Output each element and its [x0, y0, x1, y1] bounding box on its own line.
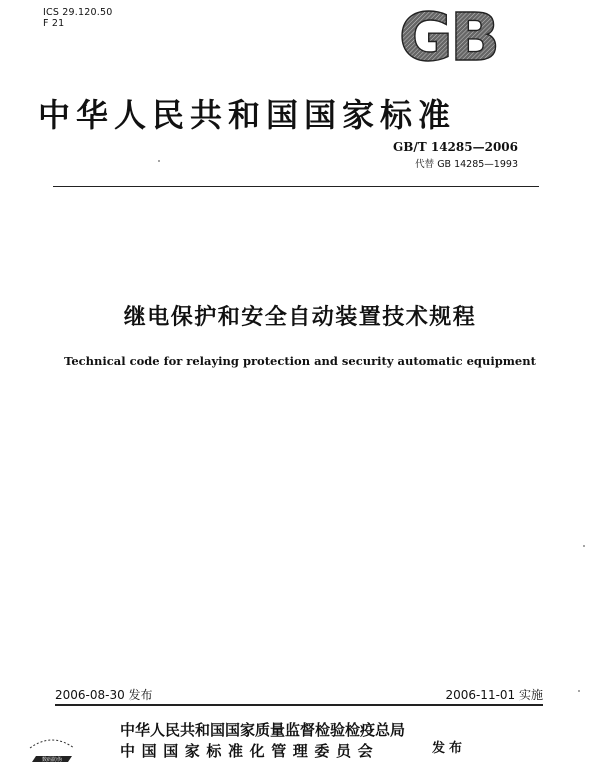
top-divider	[53, 186, 539, 187]
classification-codes	[43, 7, 112, 29]
ccs-code: F 21	[43, 18, 65, 29]
replaces-note: 代替 GB 14285—1993	[415, 159, 518, 170]
scan-speck	[578, 690, 580, 692]
title-chinese: 继电保护和安全自动装置技术规程	[123, 305, 477, 330]
gb-logo	[386, 4, 510, 68]
national-standard-heading: 中华人民共和国国家标准	[38, 96, 457, 134]
scan-speck	[583, 545, 585, 547]
svg-text:数码防伪: 数码防伪	[41, 757, 63, 763]
issuer-aqsiq: 中华人民共和国国家质量监督检验检疫总局	[120, 721, 406, 739]
svg-text:GB: GB	[398, 4, 498, 68]
bottom-divider	[55, 704, 543, 706]
publish-label: 发布	[432, 741, 467, 756]
implementation-date: 2006-11-01 实施	[445, 688, 543, 702]
issue-date: 2006-08-30 发布	[55, 688, 153, 702]
anti-counterfeit-seal-icon	[24, 728, 80, 768]
standard-number: GB/T 14285—2006	[392, 140, 518, 154]
scan-speck	[158, 160, 160, 162]
title-english: Technical code for relaying protection and security automatic equipment	[64, 354, 536, 368]
issuer-sac: 中国国家标准化管理委员会	[120, 742, 380, 760]
ics-code: ICS 29.120.50	[43, 7, 113, 18]
